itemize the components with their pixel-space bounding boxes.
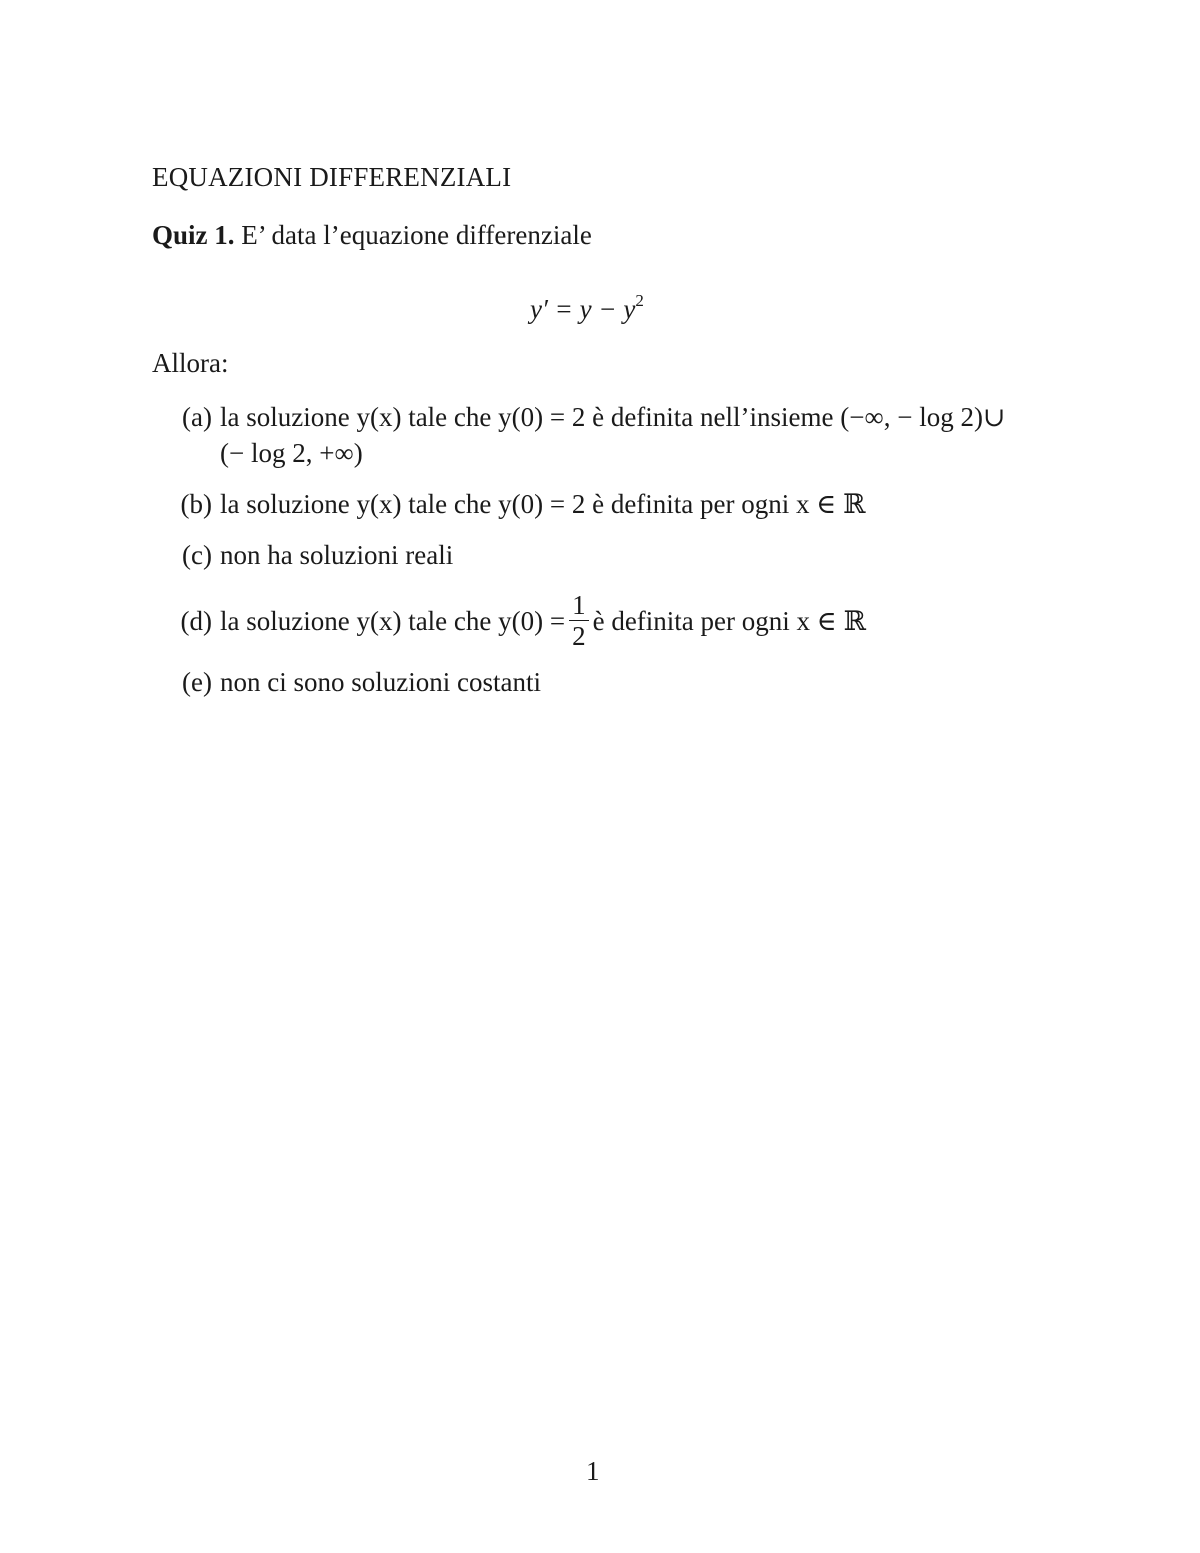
equation-exponent: 2 <box>635 291 644 310</box>
option-d-pre: la soluzione y(x) tale che y(0) = <box>220 606 566 636</box>
quiz-intro <box>152 218 592 252</box>
option-b-label: (b) <box>180 489 212 519</box>
option-d <box>152 588 1112 658</box>
page-number: 1 <box>586 1456 600 1486</box>
option-b <box>152 487 1112 521</box>
option-c <box>152 538 1112 572</box>
document-heading: EQUAZIONI DIFFERENZIALI <box>152 162 512 192</box>
option-a-line1: la soluzione y(x) tale che y(0) = 2 è definita nell’insieme (−∞, − log 2)∪ <box>220 402 1006 432</box>
option-c-text: non ha soluzioni reali <box>220 540 454 570</box>
option-e-label: (e) <box>182 667 212 697</box>
fraction-numerator: 1 <box>569 590 589 621</box>
option-d-post: è definita per ogni x ∈ ℝ <box>592 606 866 636</box>
quiz-label: Quiz 1. <box>152 220 235 250</box>
quiz-intro-text: E’ data l’equazione differenziale <box>241 220 592 250</box>
option-a-line2: (− log 2, +∞) <box>220 438 363 468</box>
allora-text: Allora: <box>152 348 229 378</box>
equation-body: y′ = y − y <box>530 294 636 324</box>
option-e <box>152 665 1112 699</box>
option-a-label: (a) <box>182 402 212 432</box>
option-d-label: (d) <box>180 606 212 636</box>
option-d-text <box>220 588 866 654</box>
option-a <box>152 400 1112 470</box>
differential-equation <box>530 292 644 326</box>
option-e-text: non ci sono soluzioni costanti <box>220 667 541 697</box>
option-c-label: (c) <box>182 540 212 570</box>
option-b-text: la soluzione y(x) tale che y(0) = 2 è definita per ogni x ∈ ℝ <box>220 489 866 519</box>
fraction-denominator: 2 <box>572 621 586 652</box>
fraction-one-half <box>569 590 589 651</box>
